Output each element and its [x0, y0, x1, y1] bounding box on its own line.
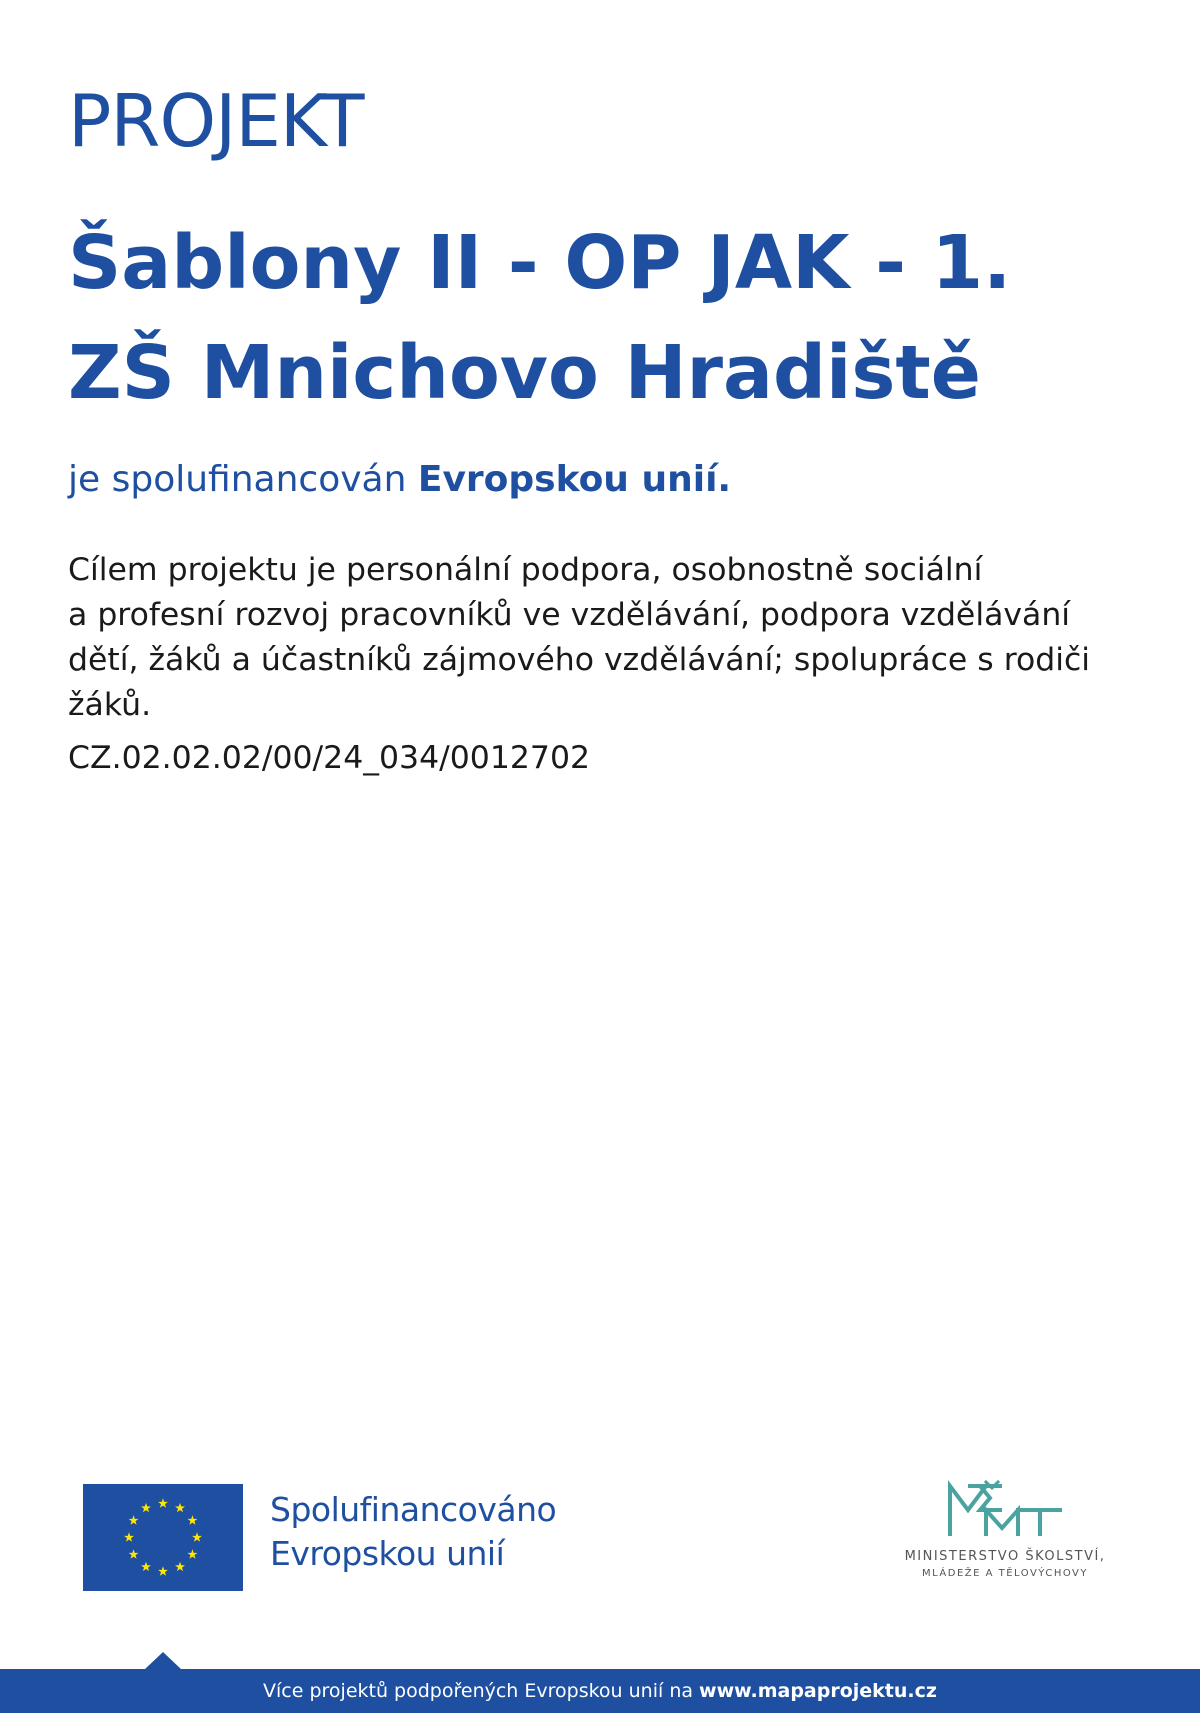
- project-goal: [68, 548, 1148, 728]
- project-title-line-2: ZŠ Mnichovo Hradiště: [68, 330, 981, 416]
- eu-cofinanced-text: [270, 1488, 556, 1576]
- cofinanced-statement: [68, 456, 731, 504]
- cofinanced-emphasis: Evropskou unií.: [417, 459, 732, 500]
- msmt-text-line-2: MLÁDEŽE A TĚLOVÝCHOVY: [921, 1568, 1089, 1579]
- cofinanced-prefix: je spolufinancován: [68, 459, 418, 500]
- msmt-logo: [890, 1480, 1120, 1600]
- goal-line: žáků.: [68, 687, 152, 723]
- projekt-label: PROJEKT: [68, 79, 364, 163]
- goal-line: dětí, žáků a účastníků zájmového vzdělávání; spolupráce s rodiči: [68, 642, 1091, 678]
- msmt-letter-t: [1018, 1510, 1060, 1534]
- eu-flag-icon: [83, 1484, 243, 1591]
- footer-link[interactable]: www.mapaprojektu.cz: [699, 1680, 937, 1702]
- project-title-line-1: Šablony II - OP JAK - 1.: [68, 220, 1012, 306]
- msmt-text-line-1: MINISTERSTVO ŠKOLSTVÍ,: [904, 1549, 1106, 1564]
- footer-notch: [144, 1652, 182, 1670]
- eu-text-line-1: Spolufinancováno: [270, 1490, 557, 1529]
- eu-text-line-2: Evropskou unií: [270, 1534, 505, 1573]
- msmt-mark: [950, 1482, 1060, 1534]
- footer-text: [0, 1669, 1200, 1713]
- goal-line: a profesní rozvoj pracovníků ve vzdělávání, podpora vzdělávání: [68, 597, 1071, 633]
- goal-line: Cílem projektu je personální podpora, osobnostně sociální: [68, 552, 983, 588]
- footer-text-prefix: Více projektů podpořených Evropskou unií na: [263, 1680, 700, 1702]
- msmt-letter-m2: [986, 1510, 1018, 1534]
- registration-number: CZ.02.02.02/00/24_034/0012702: [68, 740, 591, 776]
- project-title: [68, 208, 1148, 428]
